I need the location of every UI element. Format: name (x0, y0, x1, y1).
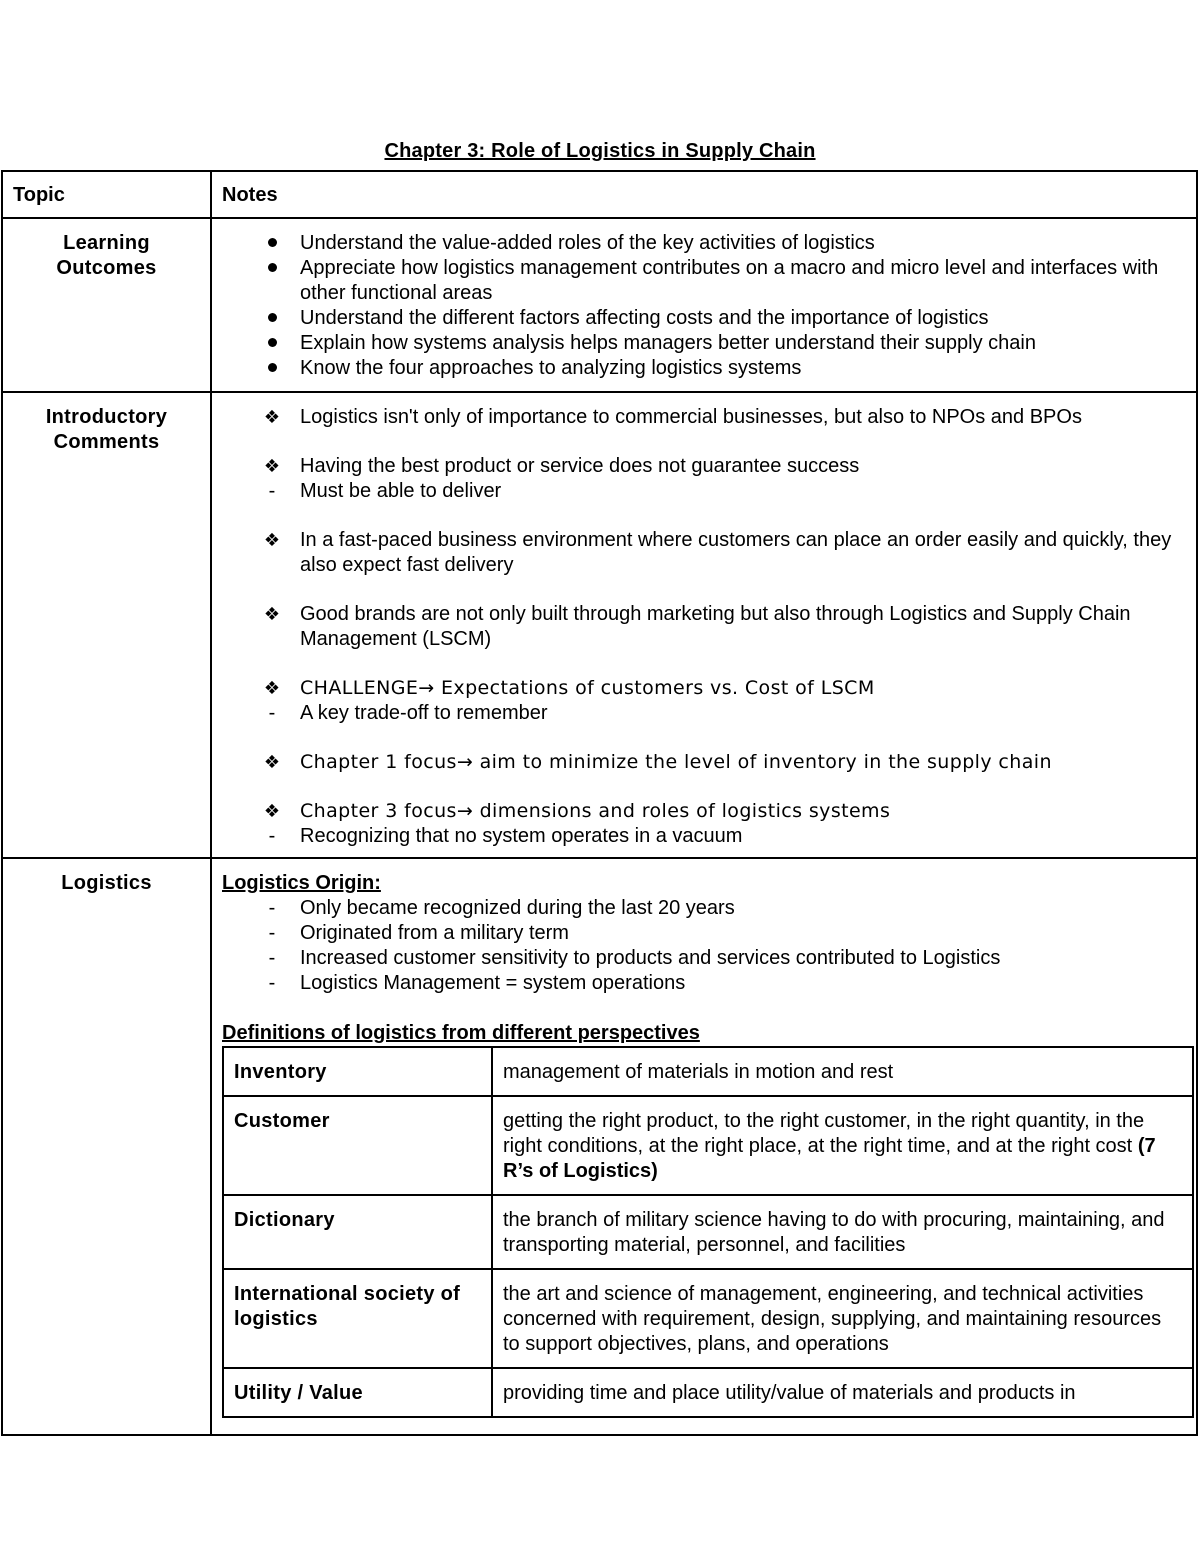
comment-block (222, 405, 1186, 430)
bullet-icon (262, 331, 282, 356)
comment-sub-item (222, 479, 1186, 504)
comment-list (222, 799, 1186, 824)
definition-text-cell (492, 1047, 1193, 1096)
diamond-bullet-icon: ❖ (263, 407, 281, 427)
bullet-icon (262, 306, 282, 331)
comment-text: Chapter 1 focus→ aim to minimize the level of inventory in the supply chain (300, 751, 1052, 773)
notes-table (1, 170, 1198, 1436)
learning-outcome-text: Explain how systems analysis helps managers better understand their supply chain (300, 332, 1036, 354)
learning-outcomes-notes (211, 218, 1197, 392)
definitions-heading: Definitions of logistics from different perspectives (222, 1022, 700, 1044)
header-row (2, 171, 1197, 218)
origin-item (222, 971, 1186, 996)
comment-block (222, 750, 1186, 775)
comment-sub-text: A key trade-off to remember (300, 702, 548, 724)
definition-text-cell (492, 1096, 1193, 1195)
origin-text: Originated from a military term (300, 922, 569, 944)
bullet-icon (262, 356, 282, 381)
logistics-topic (2, 858, 211, 1435)
diamond-bullet-icon: ❖ (263, 530, 281, 550)
comment-text: CHALLENGE→ Expectations of customers vs. Cost of LSCM (300, 677, 875, 699)
definitions-table (222, 1046, 1194, 1418)
logistics-label: Logistics (61, 872, 152, 894)
comment-sub-item (222, 824, 1186, 849)
definition-text: providing time and place utility/value of materials and products in (503, 1382, 1076, 1404)
comment-block (222, 799, 1186, 849)
diamond-bullet-icon: ❖ (263, 801, 281, 821)
origin-text: Logistics Management = system operations (300, 972, 686, 994)
comment-item (222, 799, 1186, 824)
notes-header: Notes (211, 171, 1197, 218)
logistics-row (2, 858, 1197, 1435)
logistics-origin-heading: Logistics Origin: (222, 872, 381, 894)
definition-text: getting the right product, to the right customer, in the right quantity, in the right conditions, at the right place, at the right time, and at the right cost (503, 1110, 1145, 1157)
logistics-origin-list (222, 896, 1186, 996)
comment-list (222, 528, 1186, 578)
comment-sub-text: Recognizing that no system operates in a vacuum (300, 825, 743, 847)
comment-list (222, 405, 1186, 430)
bullet-icon (262, 231, 282, 256)
bullet-icon (262, 256, 282, 281)
dash-bullet-icon: - (268, 702, 276, 724)
comment-list (222, 602, 1186, 652)
comment-text: Good brands are not only built through marketing but also through Logistics and Supply Chain Management (LSCM) (300, 603, 1131, 650)
definition-row (223, 1368, 1193, 1417)
learning-outcome-text: Understand the value-added roles of the key activities of logistics (300, 232, 875, 254)
origin-text: Only became recognized during the last 20 years (300, 897, 735, 919)
comment-item (222, 528, 1186, 578)
learning-outcome-item (222, 231, 1186, 256)
learning-outcome-item (222, 306, 1186, 331)
comment-item (222, 676, 1186, 701)
learning-outcome-item (222, 256, 1186, 306)
logistics-notes (211, 858, 1197, 1435)
comment-item (222, 602, 1186, 652)
origin-item (222, 946, 1186, 971)
origin-text: Increased customer sensitivity to products and services contributed to Logistics (300, 947, 1001, 969)
definition-text: the branch of military science having to do with procuring, maintaining, and transporting material, personnel, and facilities (503, 1209, 1165, 1256)
dash-bullet-icon: - (268, 897, 276, 919)
introductory-comments-row (2, 392, 1197, 858)
learning-outcome-text: Know the four approaches to analyzing logistics systems (300, 357, 802, 379)
topic-header: Topic (2, 171, 211, 218)
definition-term: Utility / Value (223, 1368, 492, 1417)
origin-item (222, 921, 1186, 946)
learning-outcome-item (222, 356, 1186, 381)
comment-text: Logistics isn't only of importance to commercial businesses, but also to NPOs and BPOs (300, 406, 1082, 428)
introductory-comments-topic (2, 392, 211, 858)
dash-bullet-icon: - (268, 480, 276, 502)
definition-term: International society of logistics (223, 1269, 492, 1368)
comment-list (222, 676, 1186, 701)
origin-item (222, 896, 1186, 921)
definition-bold-note: (7 R’s of Logistics) (503, 1135, 1156, 1182)
comment-item (222, 750, 1186, 775)
learning-outcomes-label: Learning Outcomes (56, 232, 157, 279)
diamond-bullet-icon: ❖ (263, 456, 281, 476)
learning-outcome-text: Understand the different factors affecting costs and the importance of logistics (300, 307, 989, 329)
definition-row (223, 1195, 1193, 1269)
comment-item (222, 405, 1186, 430)
dash-bullet-icon: - (268, 947, 276, 969)
comment-block (222, 454, 1186, 504)
dash-bullet-icon: - (268, 825, 276, 847)
definition-text-cell (492, 1368, 1193, 1417)
learning-outcome-item (222, 331, 1186, 356)
definition-term: Customer (223, 1096, 492, 1195)
introductory-comments-list (222, 405, 1186, 849)
document-title: Chapter 3: Role of Logistics in Supply Chain (384, 140, 816, 162)
definition-text-cell (492, 1195, 1193, 1269)
introductory-comments-notes (211, 392, 1197, 858)
comment-text: Having the best product or service does not guarantee success (300, 455, 860, 477)
definition-text: the art and science of management, engineering, and technical activities concerned with requirement, design, supplying, and maintaining resources to support objectives, plans, and operations (503, 1283, 1162, 1355)
diamond-bullet-icon: ❖ (263, 678, 281, 698)
learning-outcomes-topic (2, 218, 211, 392)
dash-bullet-icon: - (268, 972, 276, 994)
definition-term: Dictionary (223, 1195, 492, 1269)
diamond-bullet-icon: ❖ (263, 752, 281, 772)
learning-outcomes-row (2, 218, 1197, 392)
dash-bullet-icon: - (268, 922, 276, 944)
definition-text: management of materials in motion and rest (503, 1061, 894, 1083)
comment-list (222, 750, 1186, 775)
definition-row (223, 1047, 1193, 1096)
definition-row (223, 1269, 1193, 1368)
comment-list (222, 454, 1186, 479)
diamond-bullet-icon: ❖ (263, 604, 281, 624)
learning-outcome-text: Appreciate how logistics management contributes on a macro and micro level and interfaces with other functional areas (300, 257, 1159, 304)
comment-text: In a fast-paced business environment where customers can place an order easily and quickly, they also expect fast delivery (300, 529, 1172, 576)
definition-row (223, 1096, 1193, 1195)
introductory-comments-label: Introductory Comments (45, 406, 168, 453)
learning-outcomes-list (222, 231, 1186, 381)
comment-sub-item (222, 701, 1186, 726)
comment-block (222, 602, 1186, 652)
comment-text: Chapter 3 focus→ dimensions and roles of logistics systems (300, 800, 891, 822)
definition-term: Inventory (223, 1047, 492, 1096)
definition-text-cell (492, 1269, 1193, 1368)
comment-block (222, 676, 1186, 726)
comment-item (222, 454, 1186, 479)
comment-sub-text: Must be able to deliver (300, 480, 502, 502)
comment-block (222, 528, 1186, 578)
